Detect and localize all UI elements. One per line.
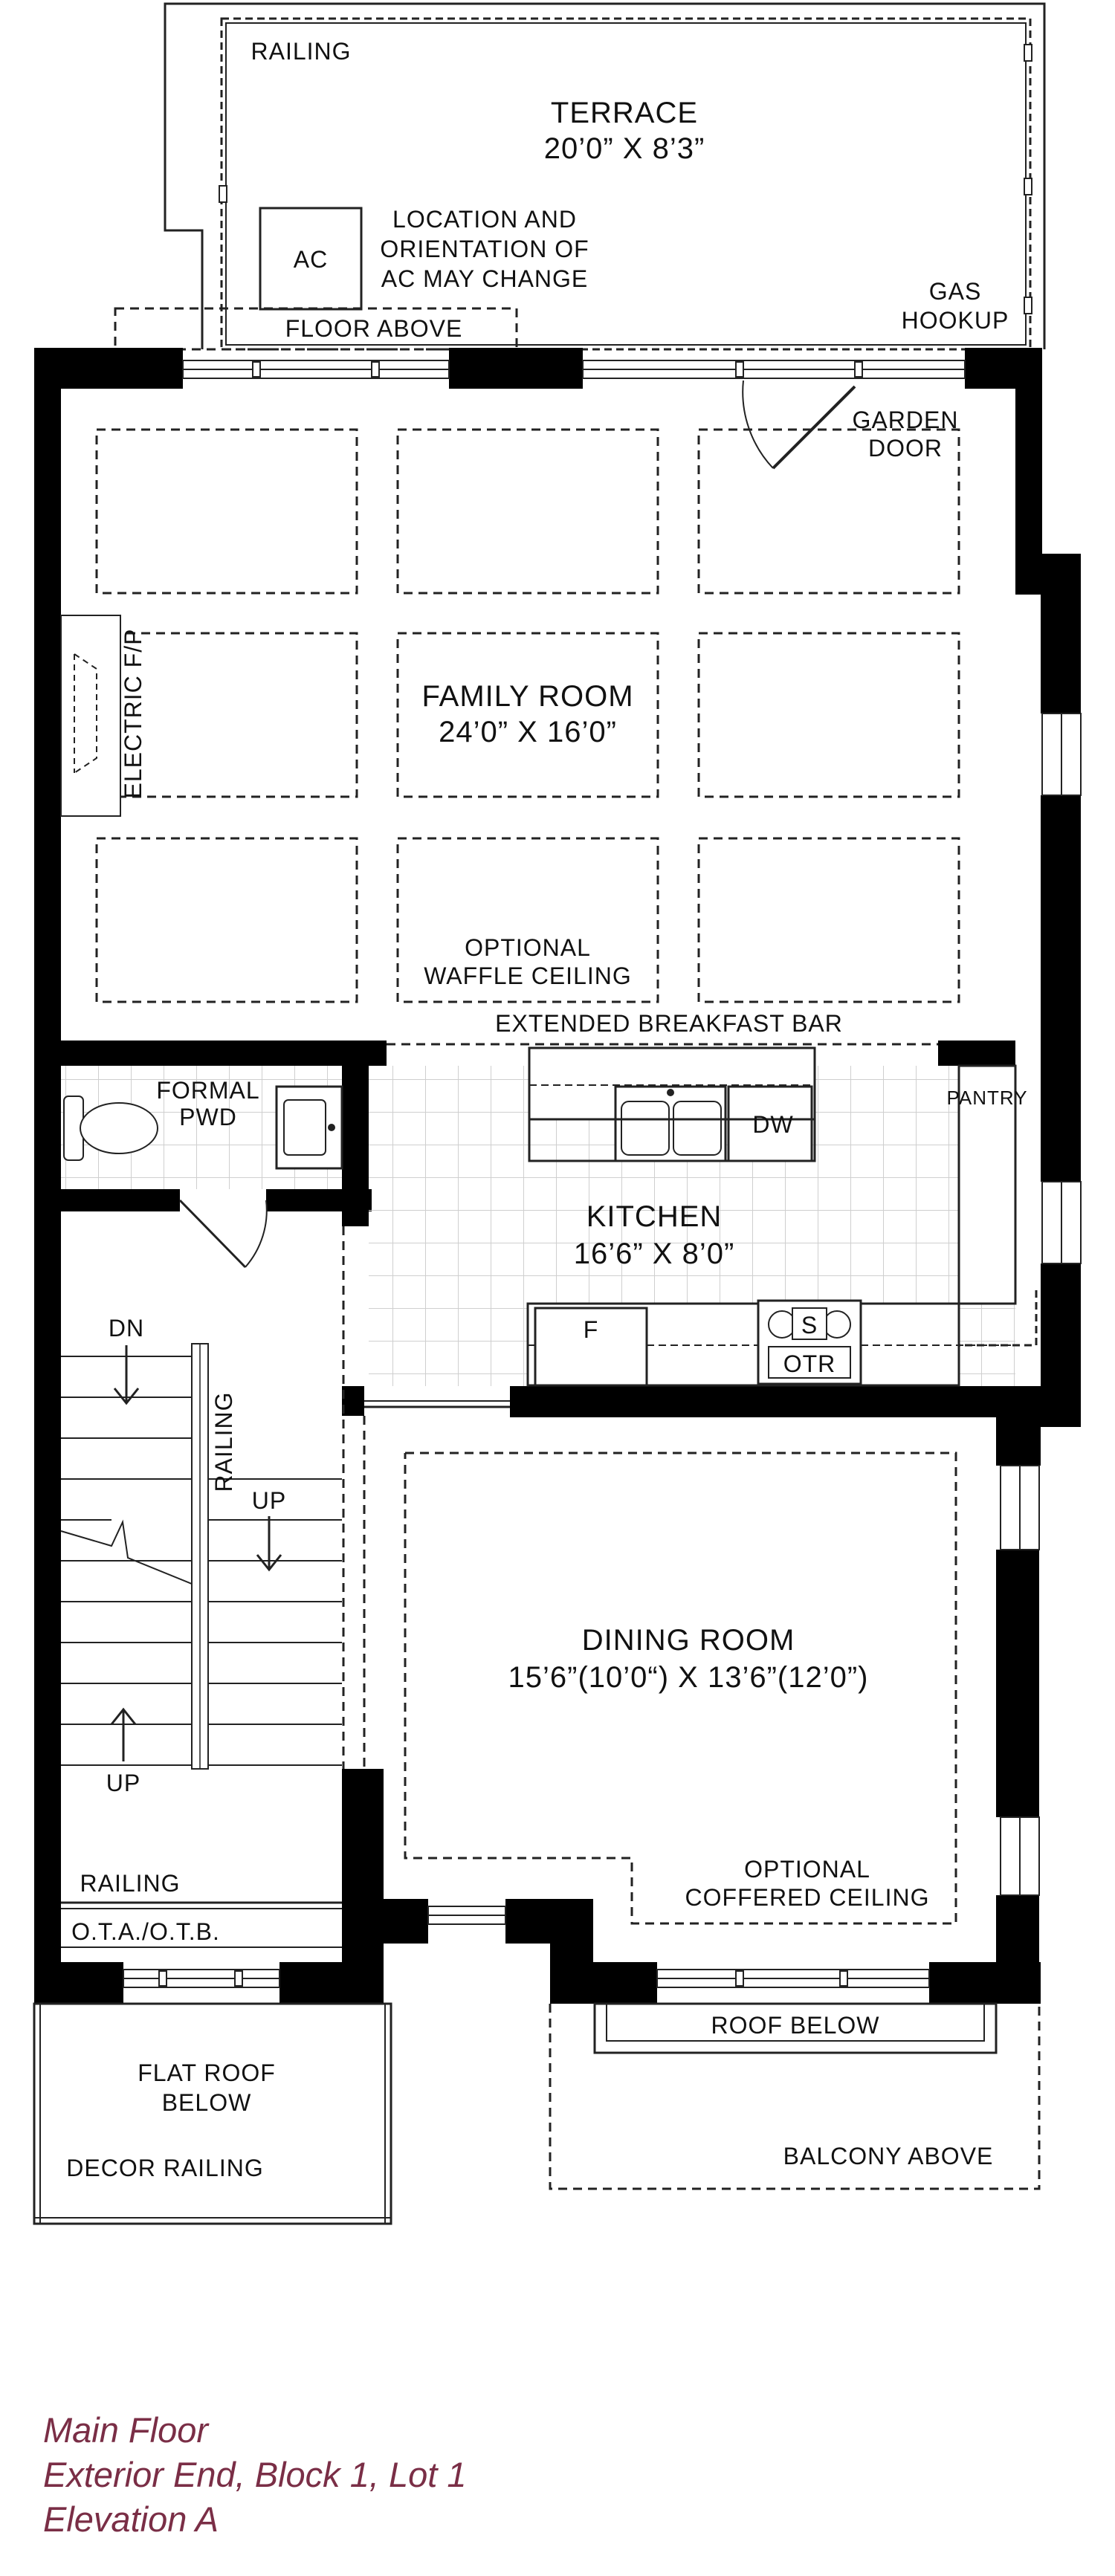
garden-door-frame xyxy=(583,360,965,378)
label-coffered-1: OPTIONAL xyxy=(744,1856,870,1883)
label-kitchen-size: 16’6” X 8’0” xyxy=(573,1237,735,1270)
vanity-sink xyxy=(277,1087,342,1168)
window xyxy=(657,1970,929,1987)
label-coffered-2: COFFERED CEILING xyxy=(685,1884,930,1911)
label-gas-2: HOOKUP xyxy=(901,307,1009,334)
label-ac: AC xyxy=(293,246,329,273)
caption-elevation: Elevation A xyxy=(43,2499,219,2539)
label-ac-note-2: ORIENTATION OF xyxy=(380,236,589,262)
electric-fireplace xyxy=(61,615,120,816)
label-waffle-1: OPTIONAL xyxy=(465,934,591,961)
caption-floor: Main Floor xyxy=(43,2410,209,2450)
label-otaotb: O.T.A./O.T.B. xyxy=(71,1918,220,1945)
pwd-door xyxy=(180,1200,267,1267)
label-roof-below: ROOF BELOW xyxy=(711,2012,880,2039)
label-railing-lower: RAILING xyxy=(80,1870,181,1897)
window xyxy=(1001,1817,1039,1895)
label-flat-roof-1: FLAT ROOF xyxy=(138,2059,276,2086)
label-breakfast-bar: EXTENDED BREAKFAST BAR xyxy=(495,1010,843,1037)
label-pwd-2: PWD xyxy=(179,1104,237,1130)
label-stove: S xyxy=(801,1312,818,1339)
label-railing-stair: RAILING xyxy=(210,1391,237,1492)
label-waffle-2: WAFFLE CEILING xyxy=(424,962,632,989)
arrow-up-top xyxy=(257,1516,281,1570)
label-floor-above: FLOOR ABOVE xyxy=(285,315,463,342)
garden-door xyxy=(743,381,855,468)
label-gas-1: GAS xyxy=(928,278,982,305)
label-terrace-size: 20’0” X 8’3” xyxy=(543,132,705,165)
label-decor-railing: DECOR RAILING xyxy=(66,2155,264,2181)
label-railing-terrace: RAILING xyxy=(251,38,352,65)
arrow-dn xyxy=(114,1345,138,1403)
label-up-top: UP xyxy=(251,1487,287,1514)
label-balcony-above: BALCONY ABOVE xyxy=(783,2143,994,2169)
window xyxy=(183,360,449,378)
label-dining-size: 15’6”(10’0“) X 13’6”(12’0”) xyxy=(508,1661,869,1694)
label-up-bottom: UP xyxy=(106,1770,141,1796)
label-family-name: FAMILY ROOM xyxy=(421,680,634,713)
caption-lot: Exterior End, Block 1, Lot 1 xyxy=(43,2455,467,2494)
label-kitchen-name: KITCHEN xyxy=(586,1200,723,1233)
label-electric-fp: ELECTRIC F/P xyxy=(120,628,146,799)
label-dw: DW xyxy=(752,1111,794,1138)
label-dn: DN xyxy=(108,1315,145,1342)
stair-railing xyxy=(192,1344,208,1769)
label-ac-note-3: AC MAY CHANGE xyxy=(381,265,589,292)
plan-caption xyxy=(43,2408,467,2542)
label-pwd-1: FORMAL xyxy=(156,1077,260,1104)
window xyxy=(123,1970,279,1987)
label-otr: OTR xyxy=(783,1350,836,1377)
window xyxy=(1042,1182,1081,1263)
stair-break-line xyxy=(61,1522,208,1590)
label-ac-note-1: LOCATION AND xyxy=(392,206,577,233)
double-sink xyxy=(615,1087,725,1161)
window xyxy=(428,1906,505,1924)
label-pantry: PANTRY xyxy=(946,1087,1028,1109)
label-flat-roof-2: BELOW xyxy=(161,2089,252,2116)
label-dining-name: DINING ROOM xyxy=(581,1624,795,1657)
label-family-size: 24’0” X 16’0” xyxy=(439,716,617,748)
label-garden-1: GARDEN xyxy=(852,407,959,433)
arrow-up-bottom xyxy=(112,1709,135,1761)
label-garden-2: DOOR xyxy=(868,435,943,462)
staircase xyxy=(61,1344,342,1947)
label-terrace-name: TERRACE xyxy=(550,97,699,129)
label-fridge: F xyxy=(583,1316,599,1343)
window xyxy=(1042,713,1081,795)
window xyxy=(1001,1466,1039,1550)
